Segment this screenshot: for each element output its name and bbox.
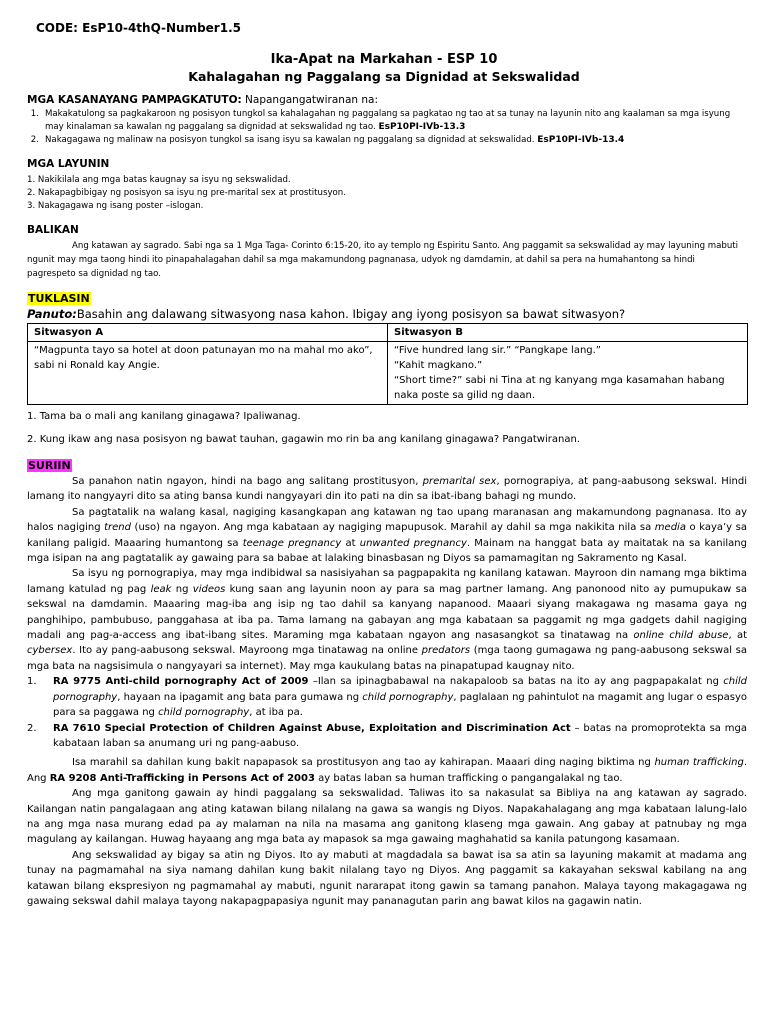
law-title: RA 7610 Special Protection of Children Against Abuse, Exploitation and Discrimination Act: [53, 722, 571, 734]
text: Sa pagtatalik na walang kasal, nagiging kasangkapan ang katawan ng tao upang maranasan ang makamundong pagnanasa. Ito ay halos nagiging: [27, 506, 747, 534]
text: , at iba pa.: [249, 707, 303, 719]
law-title: RA 9208 Anti-Trafficking in Persons Act of 2003: [49, 772, 315, 784]
italic-term: predators: [421, 645, 471, 657]
suriin-paragraph-2: [27, 505, 747, 567]
italic-term: videos: [192, 583, 226, 595]
layunin-item: 2. Nakapagbibigay ng posisyon sa isyu ng pre-marital sex at prostitusyon.: [27, 188, 346, 198]
text: o kaya’y sa kanilang paligid. Maaaring humantong sa: [27, 522, 747, 549]
text: – batas na promoprotekta sa mga kabataan laban sa anumang uri ng pang-aabuso.: [53, 722, 747, 749]
italic-term: human trafficking: [654, 757, 744, 769]
italic-term: leak: [150, 583, 172, 595]
kasanayan-item-body: [45, 108, 743, 134]
document-subtitle: Kahalagahan ng Paggalang sa Dignidad at Sekswalidad: [188, 69, 580, 84]
kasanayan-heading-text: MGA KASANAYANG PAMPAGKATUTO:: [27, 94, 242, 106]
text: . Ito ay pang-aabusong sekswal. Mayroong mga tinatawag na online: [72, 645, 422, 657]
layunin-heading: MGA LAYUNIN: [27, 158, 110, 170]
kasanayan-item-ref: EsP10PI-IVb-13.3: [378, 122, 466, 132]
kasanayan-item-body: [45, 134, 743, 147]
balikan-heading: BALIKAN: [27, 224, 79, 236]
italic-term: child pornography: [362, 691, 454, 703]
text: , pornograpiya, at pang-aabusong sekswal. Hindi lamang ito nangyayri dito sa ating bansa kundi nangyayari din ito pati na din sa ibat-ibang bahagi ng mundo.: [27, 476, 748, 503]
situation-b-line: “Five hundred lang sir.” “Pangkape lang.”: [394, 345, 601, 356]
panuto: [27, 307, 625, 321]
kasanayan-item: [27, 108, 743, 134]
layunin-list: [27, 174, 747, 213]
italic-term: cybersex: [27, 645, 73, 657]
law-body: [53, 674, 747, 720]
text: ng: [171, 583, 193, 595]
kasanayan-item: [27, 134, 743, 147]
suriin-paragraph-1: [27, 474, 747, 505]
text: . Ang: [27, 757, 747, 784]
text: at: [341, 537, 360, 549]
italic-term: child pornography: [53, 676, 747, 703]
situation-b-line: naka poste sa gilid ng daan.: [394, 390, 536, 401]
law-body: [53, 721, 747, 752]
layunin-item: 1. Nakikilala ang mga batas kaugnay sa isyu ng sekswalidad.: [27, 175, 291, 185]
text: Sa panahon natin ngayon, hindi na bago ang salitang prostitusyon,: [72, 476, 423, 487]
text: , paglalaan ng pahintulot na magamit ang lugar o espasyo para sa paggawa ng: [53, 691, 747, 719]
law-num: 2.: [27, 722, 37, 734]
kasanayan-intro: Napangangatwiranan na:: [241, 94, 379, 106]
situation-b-title: Sitwasyon B: [388, 324, 748, 342]
italic-term: trend: [104, 522, 131, 534]
law-item-2: [27, 721, 747, 752]
suriin-paragraph-4: [27, 755, 747, 786]
kasanayan-item-num: 2.: [30, 135, 39, 145]
situation-a-title: Sitwasyon A: [28, 324, 388, 342]
question-2: 2. Kung ikaw ang nasa posisyon ng bawat tauhan, gagawin mo rin ba ang kanilang ginagawa? Pangatwiranan.: [27, 434, 580, 445]
italic-term: child pornography: [158, 707, 250, 719]
italic-term: online child abuse: [633, 630, 729, 642]
kasanayan-item-ref: EsP10PI-IVb-13.4: [537, 135, 625, 145]
kasanayan-heading: [27, 94, 378, 106]
kasanayan-item-text: Nakagagawa ng malinaw na posisyon tungkol sa isang isyu sa kawalan ng paggalang sa dignidad at sekswalidad.: [45, 135, 538, 145]
text: Sa isyu ng pornograpiya, may mga indibidwal sa nasisiyahan sa pagpapakita ng kanilang katawan. Mayroon din namang mga biktima lamang katulad ng pag: [27, 568, 747, 595]
text: kung saan ang layunin noon ay para sa mag partner lamang. Ang panonood nito ay pumupukaw sa sekswal na damdamin. Maaaring mag-iba ang isip ng tao dahil sa kanyang napanood. Maaari siyang makagawa ng masama gaya ng panghihipo, pambubuso, panggahasa at iba pa. Tama lamang na gabayan ang mga kabataan sa paggamit ng mga gadgets dahil nagiging madali ang pag-a-access ang ibat-ibang sites. Maraming mga kabataan ngayon ang nasasangkot sa tinatawag na: [27, 583, 747, 642]
italic-term: premarital sex: [422, 476, 497, 487]
situation-b-line: “Short time?” sabi ni Tina at ng kanyang mga kasamahan habang: [394, 375, 725, 386]
law-num: 1.: [27, 676, 37, 688]
suriin-paragraph-5: Ang mga ganitong gawain ay hindi paggalang sa sekswalidad. Taliwas ito sa nakasulat sa Bibliya na ang katawan ay sagrado. Kailangan natin pangalagaan ang ating katawan bilang nilalang na gawa sa wangis ng Diyos. Napakahalagang ang mga kabataan lalung-lalo na ang mga nasa murang edad pa ay malaman na nila na masama ang ganitong klaseng mga gawain. Ang gabay at patnubay ng mga magulang ay kailangan. Huwag hayaang ang mga bata ay mapasok sa mga gawaing maghahatid sa kanila patungong kasamaan.: [27, 788, 747, 846]
kasanayan-item-text: Makakatulong sa pagkakaroon ng posisyon tungkol sa kahalagahan ng paggalang sa pagkatao ng tao at sa tunay na layunin nito ang kaalaman sa mga isyung may kinalaman sa kawalan ng paggalang sa dignidad at sekswalidad ng tao.: [45, 109, 731, 132]
text: (uso) na ngayon. Ang mga kabataan ay nagiging mapupusok. Marahil ay dahil sa mga nakikita nila sa: [130, 522, 655, 534]
italic-term: teenage pregnancy: [242, 537, 342, 549]
balikan-text: Ang katawan ay sagrado. Sabi nga sa 1 Mga Taga- Corinto 6:15-20, ito ay templo ng Espiritu Santo. Ang paggamit sa sekswalidad ay may layuning mabuti ngunit may mga taong hindi ito pinapahalagahan dahil sa mga makamundong pagnanasa, udyok ng damdamin, at dahil sa pera na humahantong sa hindi pagrespeto sa dignidad ng tao.: [27, 241, 739, 279]
suriin-paragraph-6: Ang sekswalidad ay bigay sa atin ng Diyos. Ito ay mabuti at magdadala sa bawat isa sa atin sa layuning makamit at madama ang tunay na pagmamahal na siya namang dahilan kung bakit nilalang tayo ng Diyos. Ang paggamit sa kakayahan sekswal kabilang na ang katawan bilang ekspresiyon ng pagmamahal ay mabuti, ngunit nararapat itong gawin sa tamang panahon. Malaya tayong makagagawa ng gawaing sekswal dahil malaya tayong nakapagpapasiya ngunit may pananagutan parin ang bawat kilos na gagawin natin.: [27, 849, 747, 907]
suriin-heading: SURIIN: [28, 459, 71, 472]
text: , hayaan na ipagamit ang bata para gumawa ng: [117, 691, 363, 703]
situation-body-row: [28, 342, 748, 405]
situation-header-row: [28, 324, 748, 342]
question-1: 1. Tama ba o mali ang kanilang ginagawa? Ipaliwanag.: [27, 411, 301, 422]
layunin-item: 3. Nakagagawa ng isang poster –islogan.: [27, 201, 204, 211]
situation-a-line: sabi ni Ronald kay Angie.: [34, 360, 160, 371]
suriin-body: [27, 474, 747, 909]
situation-b-line: “Kahit magkano.”: [394, 360, 483, 371]
situation-b-text: [388, 342, 748, 405]
panuto-text: Basahin ang dalawang sitwasyong nasa kahon. Ibigay ang iyong posisyon sa bawat sitwasyon?: [76, 307, 626, 321]
text: –Ilan sa ipinagbabawal na nakapaloob sa batas na ito ay ang pagpapakalat ng: [308, 676, 724, 688]
law-item-1: [27, 674, 747, 720]
text: . Mainam na hanggat bata ay maitatak na sa kanilang mga isipan na ang pagtatalik ay gawaing para sa babae at lalaking binasbasan ng Diyos sa pamamagitan ng Sakramento ng Kasal.: [27, 537, 747, 565]
situation-a-text: [28, 342, 388, 405]
italic-term: media: [654, 522, 686, 534]
situation-table: [27, 323, 748, 405]
document-code: CODE: EsP10-4thQ-Number1.5: [36, 21, 241, 35]
text: , at: [728, 630, 748, 642]
situation-a-line: “Magpunta tayo sa hotel at doon patunayan mo na mahal mo ako”,: [34, 345, 373, 356]
kasanayan-list: [27, 108, 743, 147]
text: (mga taong gumagawa ng pang-aabusong sekswal sa mga bata na nagsisimula o nangyayari sa internet). May mga kaukulang batas na pinapatupad kaugnay nito.: [27, 645, 747, 672]
tuklasin-heading: TUKLASIN: [28, 292, 90, 305]
italic-term: unwanted pregnancy: [359, 537, 467, 549]
kasanayan-item-num: 1.: [30, 109, 39, 119]
panuto-label: Panuto:: [27, 307, 77, 321]
text: ay batas laban sa human trafficking o pangangalakal ng tao.: [314, 772, 623, 784]
suriin-paragraph-3: [27, 566, 747, 674]
text: Isa marahil sa dahilan kung bakit napapasok sa prostitusyon ang tao ay kahirapan. Maaari ding naging biktima ng: [72, 757, 655, 769]
law-title: RA 9775 Anti-child pornography Act of 2009: [53, 676, 309, 688]
document-title: Ika-Apat na Markahan - ESP 10: [270, 52, 498, 67]
